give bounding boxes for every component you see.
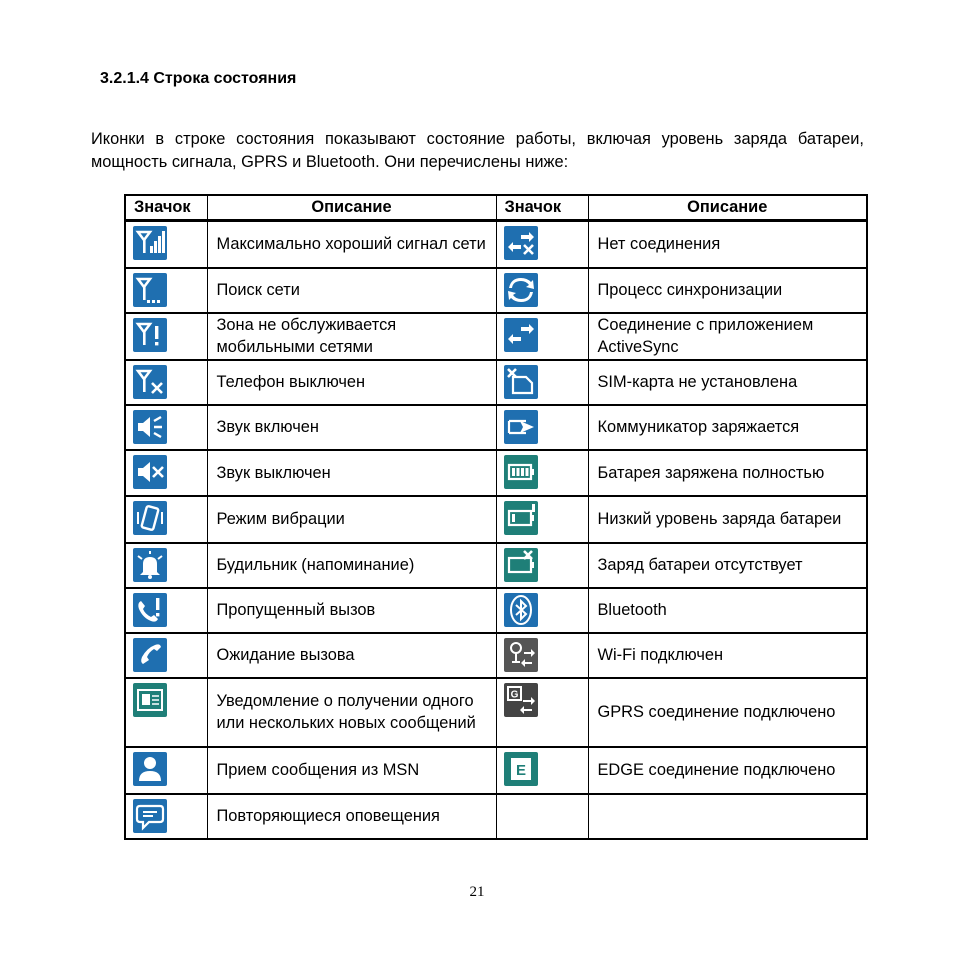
description-cell: GPRS соединение подключено: [588, 678, 867, 747]
intro-paragraph: Иконки в строке состояния показывают состояние работы, включая уровень заряда батареи, мощность сигнала, GPRS и Bluetooth. Они перечислены ниже:: [91, 130, 864, 171]
table-row: [125, 543, 867, 588]
table-row: [125, 794, 867, 839]
table-row: [125, 221, 867, 268]
table-row: [125, 268, 867, 313]
description-cell: Bluetooth: [588, 588, 867, 633]
status-icons-table: [124, 194, 868, 840]
network-search-icon: [133, 273, 167, 307]
alarm-icon: [133, 548, 167, 582]
vibrate-icon: [133, 501, 167, 535]
gprs-connected-icon: [504, 683, 538, 717]
description-cell: Коммуникатор заряжается: [588, 405, 867, 450]
description-cell: Низкий уровень заряда батареи: [588, 496, 867, 543]
table-row: [125, 360, 867, 405]
icon-cell: [496, 633, 588, 678]
call-waiting-icon: [133, 638, 167, 672]
icon-cell: [496, 268, 588, 313]
wifi-connected-icon: [504, 638, 538, 672]
icon-cell: [496, 588, 588, 633]
msn-message-icon: [133, 752, 167, 786]
activesync-icon: [504, 318, 538, 352]
description-cell: Звук включен: [207, 405, 496, 450]
icon-cell: [496, 496, 588, 543]
description-cell: Режим вибрации: [207, 496, 496, 543]
table-row: [125, 747, 867, 794]
column-header: Описание: [588, 195, 867, 221]
icon-cell: [125, 633, 207, 678]
table-row: [125, 313, 867, 360]
icon-cell: [496, 543, 588, 588]
description-cell: Соединение с приложением ActiveSync: [588, 313, 867, 360]
icon-cell: [125, 450, 207, 496]
icon-cell: [496, 678, 588, 747]
column-header: Значок: [125, 195, 207, 221]
icon-cell: [125, 794, 207, 839]
icon-cell: [125, 360, 207, 405]
description-cell: Максимально хороший сигнал сети: [207, 221, 496, 268]
description-cell: Wi-Fi подключен: [588, 633, 867, 678]
description-cell: Ожидание вызова: [207, 633, 496, 678]
icon-cell: [125, 496, 207, 543]
description-cell: EDGE соединение подключено: [588, 747, 867, 794]
icon-cell: [496, 405, 588, 450]
bluetooth-icon: [504, 593, 538, 627]
description-cell: Нет соединения: [588, 221, 867, 268]
no-sim-icon: [504, 365, 538, 399]
icon-cell: [125, 543, 207, 588]
repeat-notification-icon: [133, 799, 167, 833]
section-title: 3.2.1.4 Строка состояния: [100, 70, 297, 87]
description-cell: Телефон выключен: [207, 360, 496, 405]
description-cell: Прием сообщения из MSN: [207, 747, 496, 794]
table-row: [125, 450, 867, 496]
edge-icon: [504, 752, 538, 786]
table-row: [125, 405, 867, 450]
icon-cell: [125, 405, 207, 450]
icon-cell: [496, 747, 588, 794]
description-cell: Звук выключен: [207, 450, 496, 496]
description-cell: SIM-карта не установлена: [588, 360, 867, 405]
description-cell: Процесс синхронизации: [588, 268, 867, 313]
svg-text:E: E: [515, 761, 526, 779]
column-header: Значок: [496, 195, 588, 221]
sound-off-icon: [133, 455, 167, 489]
description-cell: Пропущенный вызов: [207, 588, 496, 633]
description-cell: Поиск сети: [207, 268, 496, 313]
icon-cell: [125, 588, 207, 633]
icon-cell: [125, 268, 207, 313]
icon-cell: [496, 450, 588, 496]
description-cell: Зона не обслуживается мобильными сетями: [207, 313, 496, 360]
svg-text:G: G: [510, 689, 518, 700]
icon-cell: [496, 221, 588, 268]
table-header-row: [125, 195, 867, 221]
new-message-icon: [133, 683, 167, 717]
column-header: Описание: [207, 195, 496, 221]
description-cell: [588, 794, 867, 839]
description-cell: Уведомление о получении одного или нескольких новых сообщений: [207, 678, 496, 747]
no-connection-icon: [504, 226, 538, 260]
page-number: 21: [469, 884, 485, 900]
description-cell: Заряд батареи отсутствует: [588, 543, 867, 588]
battery-full-icon: [504, 455, 538, 489]
icon-cell: [125, 747, 207, 794]
no-service-icon: [133, 318, 167, 352]
table-row: [125, 678, 867, 747]
table-row: [125, 496, 867, 543]
icon-cell: [496, 794, 588, 839]
icon-cell: [496, 313, 588, 360]
sound-on-icon: [133, 410, 167, 444]
table-row: [125, 633, 867, 678]
signal-max-icon: [133, 226, 167, 260]
charging-icon: [504, 410, 538, 444]
sync-icon: [504, 273, 538, 307]
battery-low-icon: [504, 501, 538, 535]
description-cell: Батарея заряжена полностью: [588, 450, 867, 496]
table-row: [125, 588, 867, 633]
description-cell: Будильник (напоминание): [207, 543, 496, 588]
icon-cell: [496, 360, 588, 405]
missed-call-icon: [133, 593, 167, 627]
icon-cell: [125, 221, 207, 268]
icon-cell: [125, 313, 207, 360]
battery-missing-icon: [504, 548, 538, 582]
icon-cell: [125, 678, 207, 747]
description-cell: Повторяющиеся оповещения: [207, 794, 496, 839]
phone-off-icon: [133, 365, 167, 399]
